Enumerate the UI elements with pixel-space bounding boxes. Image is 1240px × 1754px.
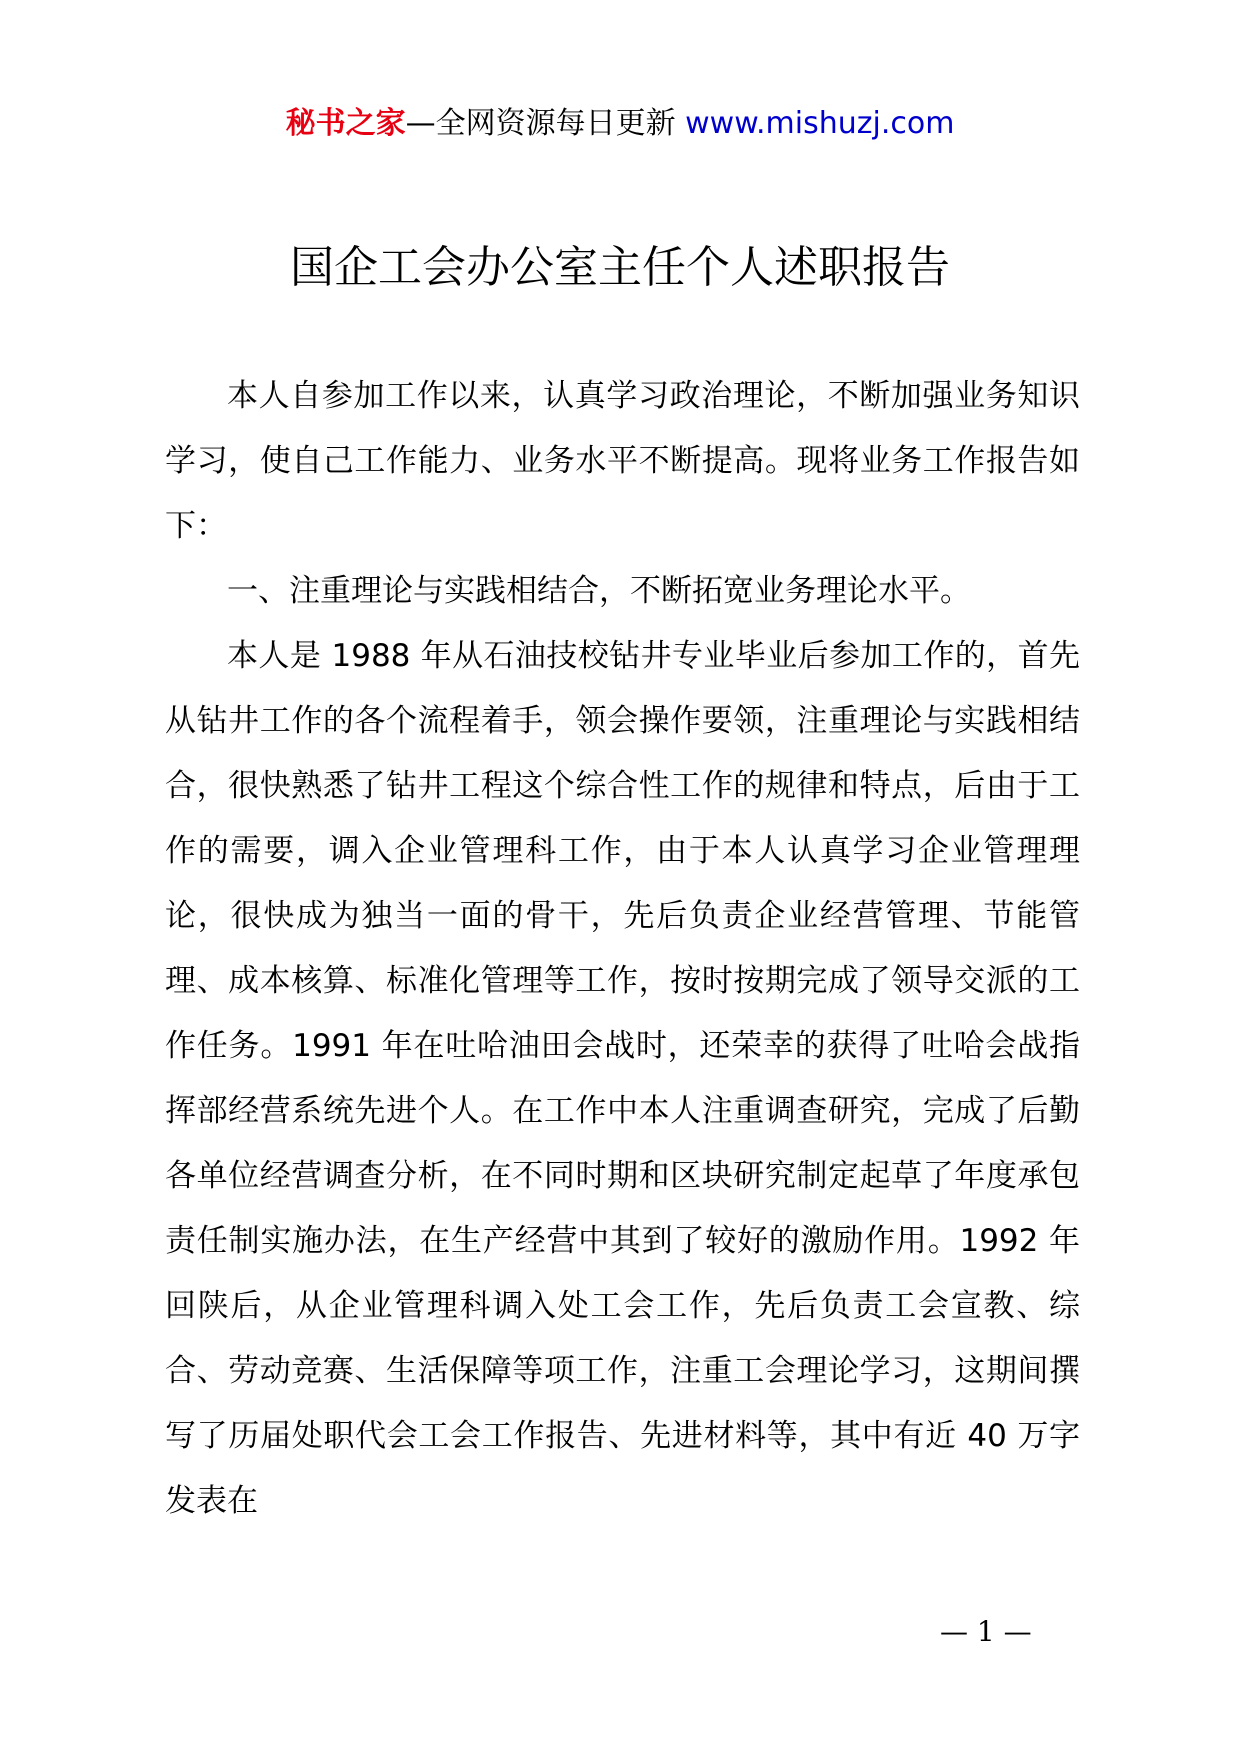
header-tagline: 全网资源每日更新	[435, 106, 676, 141]
page-number: — 1 —	[940, 1615, 1032, 1648]
header-separator: —	[405, 106, 436, 141]
section-heading-1: 一、注重理论与实践相结合，不断拓宽业务理论水平。	[227, 573, 971, 609]
intro-paragraph: 本人自参加工作以来，认真学习政治理论，不断加强业务知识学习，使自己工作能力、业务水平不断提高。现将业务工作报告如下：	[165, 378, 1080, 544]
document-title: 国企工会办公室主任个人述职报告	[290, 242, 950, 293]
brand-name: 秘书之家	[285, 106, 406, 141]
body-paragraph: 本人是 1988 年从石油技校钻井专业毕业后参加工作的，首先从钻井工作的各个流程着手，领会操作要领，注重理论与实践相结合，很快熟悉了钻井工程这个综合性工作的规律和特点，后由于工作的需要，调入企业管理科工作，由于本人认真学习企业管理理论，很快成为独当一面的骨干，先后负责企业经营管理、节能管理、成本核算、标准化管理等工作，按时按期完成了领导交派的工作任务。1991 年在吐哈油田会战时，还荣幸的获得了吐哈会战指挥部经营系统先进个人。在工作中本人注重调查研究，完成了后勤各单位经营调查分析，在不同时期和区块研究制定起草了年度承包责任制实施办法，在生产经营中其到了较好的激励作用。1992 年回陕后，从企业管理科调入处工会工作，先后负责工会宣教、综合、劳动竞赛、生活保障等项工作，注重工会理论学习，这期间撰写了历届处职代会工会工作报告、先进材料等，其中有近 40 万字发表在	[165, 638, 1080, 1519]
document-body	[165, 364, 1080, 1534]
site-url-link[interactable]: www.mishuzj.com	[685, 106, 955, 141]
site-header	[0, 98, 1240, 150]
